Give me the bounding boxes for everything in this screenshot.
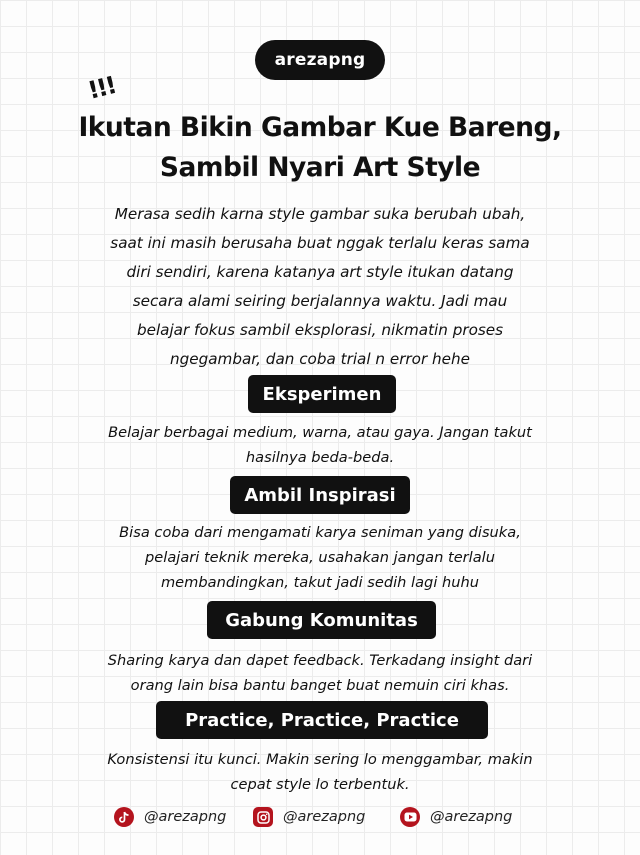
section-line: membandingkan, takut jadi sedih lagi huhu [160,574,480,591]
section-text-eksperimen [40,420,600,470]
section-heading-label: Practice, Practice, Practice [185,709,459,731]
page-title [0,108,640,188]
section-line: Konsistensi itu kunci. Makin sering lo menggambar, makin [107,751,533,768]
social-link-instagram[interactable] [253,806,365,828]
exclamation-decoration: !!! [85,71,118,105]
title-line-2: Sambil Nyari Art Style [159,152,481,183]
section-heading-gabung-komunitas [207,601,436,639]
section-line: Sharing karya dan dapet feedback. Terkadang insight dari [107,652,533,669]
section-heading-label: Ambil Inspirasi [244,484,396,506]
section-text-ambil-inspirasi [40,520,600,595]
section-line: Bisa coba dari mengamati karya seniman yang disuka, [119,524,521,541]
intro-line: secara alami seiring berjalannya waktu. Jadi mau [132,292,508,310]
section-heading-label: Eksperimen [262,383,382,405]
intro-line: ngegambar, dan coba trial n error hehe [170,350,470,368]
social-handle: @arezapng [430,809,513,825]
tiktok-icon [114,807,134,827]
intro-paragraph [40,200,600,374]
social-handle: @arezapng [283,809,366,825]
intro-line: diri sendiri, karena katanya art style itukan datang [126,263,514,281]
section-text-practice [40,747,600,797]
section-line: pelajari teknik mereka, usahakan jangan terlalu [145,549,495,566]
section-line: hasilnya beda-beda. [245,449,395,466]
section-heading-ambil-inspirasi [230,476,410,514]
section-heading-label: Gabung Komunitas [225,609,418,631]
social-footer [0,806,640,830]
section-heading-eksperimen [248,375,396,413]
intro-line: belajar fokus sambil eksplorasi, nikmatin proses [136,321,504,339]
section-line: cepat style lo terbentuk. [230,776,410,793]
brand-badge [255,40,385,80]
section-line: orang lain bisa bantu banget buat nemuin ciri khas. [130,677,510,694]
section-heading-practice [156,701,488,739]
section-text-gabung-komunitas [40,648,600,698]
youtube-icon [400,807,420,827]
instagram-icon [253,807,273,827]
brand-name: arezapng [274,50,366,70]
intro-line: Merasa sedih karna style gambar suka berubah ubah, [114,205,526,223]
section-line: Belajar berbagai medium, warna, atau gaya. Jangan takut [108,424,532,441]
intro-line: saat ini masih berusaha buat nggak terlalu keras sama [110,234,530,252]
title-line-1: Ikutan Bikin Gambar Kue Bareng, [78,112,562,143]
social-handle: @arezapng [144,809,227,825]
social-link-tiktok[interactable] [114,806,226,828]
social-link-youtube[interactable] [400,806,512,828]
